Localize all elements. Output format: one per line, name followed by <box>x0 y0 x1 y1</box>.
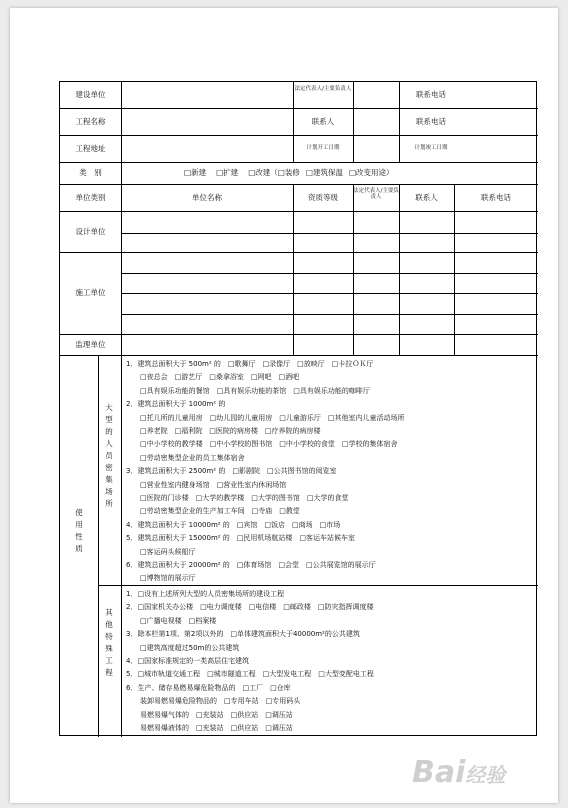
rule <box>60 355 538 356</box>
checklist-line[interactable]: 1．建筑总面积大于 500m² 的 □歌舞厅 □录像厅 □放映厅 □卡拉ＯＫ厅 <box>126 360 374 368</box>
label-planned-finish: 计划竣工日期 <box>414 145 448 151</box>
rule <box>121 355 122 737</box>
project-address-input[interactable] <box>122 136 292 161</box>
checklist-line[interactable]: □中小学校的教学楼 □中小学校的图书馆 □中小学校的食堂 □学校的集体宿舍 <box>140 440 398 449</box>
option-new-build[interactable]: □新建 <box>184 168 207 177</box>
header-contact: 联系人 <box>415 193 438 202</box>
checklist-line[interactable]: 6．生产、储存易燃易爆危险物品的 □工厂 □仓库 <box>126 683 291 692</box>
rule <box>60 252 538 253</box>
checklist-line[interactable]: 易燃易爆液体的 □充装站 □供应站 □调压站 <box>140 724 293 732</box>
category-options <box>184 162 538 184</box>
label-builder: 建设单位 <box>75 90 106 99</box>
rule <box>98 355 99 737</box>
checklist-line[interactable]: □养老院 □福利院 □医院的病房楼 □疗养院的病房楼 <box>140 427 321 435</box>
rule <box>121 293 538 294</box>
label-contact: 联系人 <box>311 117 335 126</box>
legal-rep-input[interactable] <box>354 83 398 107</box>
label-project-name: 工程名称 <box>75 117 106 126</box>
checklist-line[interactable]: 4．建筑总面积大于 10000m² 的 □宾馆 □饭店 □商场 □市场 <box>126 520 341 529</box>
option-renovation[interactable]: □改建（□装修 <box>248 168 300 177</box>
rule <box>121 233 538 234</box>
checklist-line[interactable]: 6．建筑总面积大于 20000m² 的 □体育场馆 □会堂 □公共展览馆的展示厅 <box>126 561 376 569</box>
watermark-logo: Bai经验 <box>412 755 506 790</box>
label-large-crowded-venues: 大型的人员密集场所 <box>105 403 113 508</box>
option-extension[interactable]: □扩建 <box>216 168 239 177</box>
rule <box>353 108 354 135</box>
checklist-line[interactable]: □劳动密集型企业的生产加工车间 □寺庙 □教堂 <box>140 507 300 516</box>
rule <box>353 184 354 355</box>
label-other-special-projects: 其他特殊工程 <box>105 608 113 677</box>
rule <box>353 135 354 162</box>
header-qualification: 资质等级 <box>308 193 338 202</box>
checklist-line[interactable]: □客运码头候船厅 <box>140 547 196 556</box>
checklist-line[interactable]: □医院的门诊楼 □大学的教学楼 □大学的图书馆 □大学的食堂 <box>140 494 349 502</box>
checklist-line[interactable]: □建筑高度超过50m的公共建筑 <box>140 643 240 652</box>
checklist-line[interactable]: □托儿所的儿童用房 □幼儿园的儿童用房 □儿童游乐厅 □其他室内儿童活动场所 <box>140 413 405 422</box>
header-legal-rep: 法定代表人/主要负责人 <box>353 188 399 201</box>
checklist-line[interactable]: 1．□设有上述所列大型的人员密集场所的建设工程 <box>126 590 285 598</box>
fire-design-review-form <box>59 81 537 736</box>
checklist-line[interactable]: 易燃易爆气体的 □充装站 □供应站 □调压站 <box>140 710 293 719</box>
option-insulation[interactable]: □建筑保温 <box>305 168 343 177</box>
checklist-line[interactable]: □具有娱乐功能的餐馆 □具有娱乐功能的茶馆 □具有娱乐功能的咖啡厅 <box>140 386 370 395</box>
label-planned-start: 计划开工日期 <box>306 145 340 151</box>
checklist-line[interactable]: □劳动密集型企业的员工集体宿舍 <box>140 453 245 462</box>
label-category: 类 别 <box>79 168 102 177</box>
checklist-line[interactable]: 2．□国家机关办公楼 □电力调度楼 □电信楼 □邮政楼 □防灾指挥调度楼 <box>126 603 374 612</box>
checklist-line[interactable]: 3．建筑总面积大于 2500m² 的 □影剧院 □公共图书馆的阅览室 <box>126 467 337 476</box>
header-unit-name: 单位名称 <box>192 193 222 202</box>
checklist-line[interactable]: 5．建筑总面积大于 15000m² 的 □民用机场航站楼 □客运车站候车室 <box>126 534 356 543</box>
label-usage-nature: 使用性质 <box>75 508 83 553</box>
label-project-address: 工程地址 <box>75 144 106 153</box>
document-page <box>10 8 558 803</box>
label-construction-unit: 施工单位 <box>75 288 106 297</box>
checklist-line[interactable]: □营业性室内健身场馆 □营业性室内休闲场馆 <box>140 480 287 489</box>
rule <box>60 334 538 335</box>
builder-phone-input[interactable] <box>464 83 536 107</box>
label-supervision-unit: 监理单位 <box>75 340 106 349</box>
checklist-line[interactable]: □夜总会 □游艺厅 □桑拿浴室 □网吧 □酒吧 <box>140 373 300 382</box>
rule <box>60 211 538 212</box>
header-unit-type: 单位类别 <box>75 193 106 202</box>
label-design-unit: 设计单位 <box>75 227 106 236</box>
label-phone: 联系电话 <box>416 90 446 99</box>
checklist-line[interactable]: □广播电视楼 □档案楼 <box>140 616 217 625</box>
checklist-line[interactable]: □博物馆的展示厅 <box>140 574 196 583</box>
checklist-line[interactable]: 4．□国家标准规定的一类高层住宅建筑 <box>126 657 250 665</box>
checklist-line[interactable]: 3．除本栏第1项、第2项以外的 □单体建筑面积大于40000m²的公共建筑 <box>126 630 360 639</box>
checklist-line[interactable]: 5．□城市轨道交通工程 □城市隧道工程 □大型发电工程 □大型变配电工程 <box>126 670 374 679</box>
checklist-line[interactable]: 装卸易燃易爆危险物品的 □专用车站 □专用码头 <box>140 697 301 706</box>
rule <box>121 273 538 274</box>
checklist-line[interactable]: 2．建筑总面积大于 1000m² 的 <box>126 400 226 409</box>
rule <box>121 314 538 315</box>
project-name-input[interactable] <box>122 109 292 134</box>
header-phone: 联系电话 <box>481 193 511 202</box>
label-legal-rep: 法定代表人/主要负责人 <box>294 86 352 92</box>
builder-input[interactable] <box>122 83 292 107</box>
option-change-use[interactable]: □改变用途） <box>348 168 394 177</box>
label-phone-2: 联系电话 <box>416 117 446 126</box>
